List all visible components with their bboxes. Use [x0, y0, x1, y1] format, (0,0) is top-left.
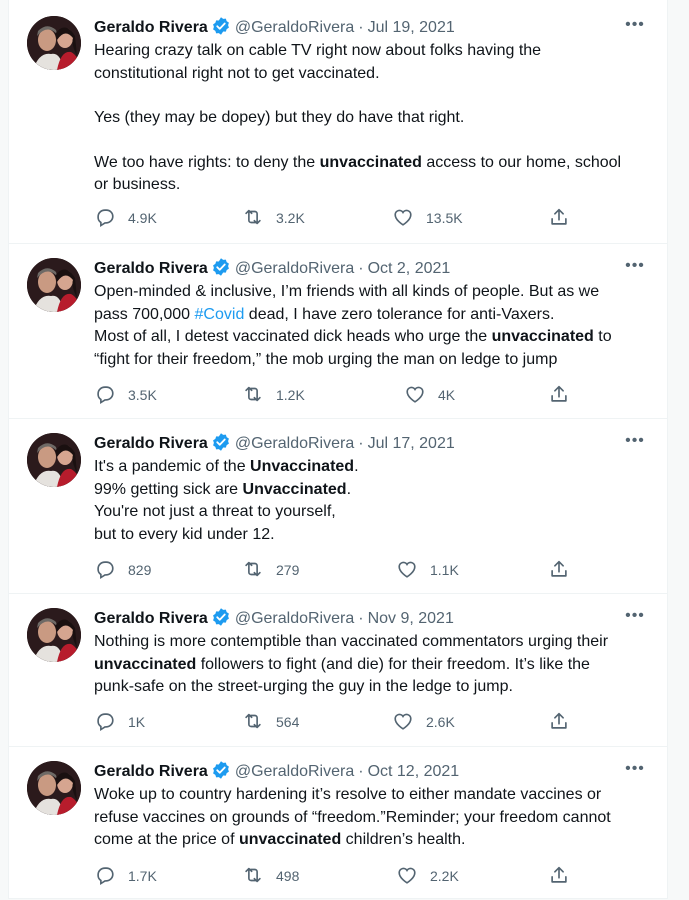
author-name[interactable]: Geraldo Rivera — [94, 763, 208, 780]
share-button[interactable] — [548, 710, 582, 732]
dot-separator: · — [358, 435, 364, 452]
reply-icon — [94, 864, 116, 886]
dot-separator: · — [358, 260, 364, 277]
avatar[interactable] — [27, 608, 81, 662]
share-icon — [548, 864, 570, 886]
like-icon — [392, 710, 414, 732]
retweet-count: 564 — [276, 714, 300, 730]
retweet-icon — [242, 206, 264, 228]
share-button[interactable] — [548, 864, 582, 886]
author-name[interactable]: Geraldo Rivera — [94, 260, 208, 277]
tweet-text — [94, 281, 654, 371]
tweet-header — [94, 607, 647, 629]
like-icon — [392, 206, 414, 228]
dot-separator: · — [358, 610, 364, 627]
reply-button[interactable] — [94, 864, 157, 886]
tweet-line: Nothing is more contemptible than vaccinated commentators urging their — [94, 633, 609, 650]
avatar[interactable] — [27, 761, 81, 815]
like-icon — [404, 383, 426, 405]
retweet-button[interactable] — [242, 383, 305, 405]
retweet-count: 498 — [276, 868, 300, 884]
more-icon[interactable]: ••• — [625, 16, 645, 33]
author-name[interactable]: Geraldo Rivera — [94, 610, 208, 627]
like-button[interactable] — [404, 383, 455, 405]
avatar[interactable] — [27, 258, 81, 312]
more-icon[interactable]: ••• — [625, 607, 645, 624]
like-icon — [396, 558, 418, 580]
reply-button[interactable] — [94, 558, 151, 580]
retweet-button[interactable] — [242, 864, 299, 886]
tweet-line: refuse vaccines on grounds of “freedom.”Reminder; your freedom cannot — [94, 808, 611, 826]
tweet-date[interactable]: Oct 2, 2021 — [367, 260, 451, 277]
reply-count: 1.7K — [128, 868, 157, 884]
like-icon — [396, 864, 418, 886]
tweet-line: Most of all, I detest vaccinated dick heads who urge the unvaccinated to — [94, 328, 612, 345]
retweet-icon — [242, 558, 264, 580]
timeline — [8, 0, 668, 899]
retweet-icon — [242, 864, 264, 886]
tweet-text — [94, 456, 654, 546]
reply-icon — [94, 383, 116, 405]
reply-icon — [94, 710, 116, 732]
bold-keyword: unvaccinated — [491, 328, 594, 345]
author-handle[interactable]: @GeraldoRivera — [234, 260, 355, 277]
bold-keyword: unvaccinated — [94, 655, 197, 673]
avatar[interactable] — [27, 433, 81, 487]
more-icon[interactable]: ••• — [625, 760, 645, 777]
reply-button[interactable] — [94, 383, 157, 405]
share-button[interactable] — [548, 383, 582, 405]
tweet-line: pass 700,000 #Covid dead, I have zero tolerance for anti-Vaxers. — [94, 305, 555, 323]
author-handle[interactable]: @GeraldoRivera — [234, 763, 355, 780]
tweet-actions — [94, 710, 574, 732]
tweet[interactable] — [9, 747, 667, 898]
tweet-line: or business. — [94, 176, 181, 193]
tweet-header — [94, 432, 647, 454]
tweet-actions — [94, 864, 574, 886]
retweet-button[interactable] — [242, 558, 299, 580]
retweet-count: 279 — [276, 562, 300, 578]
more-icon[interactable]: ••• — [625, 257, 645, 274]
tweet-date[interactable]: Jul 19, 2021 — [367, 19, 455, 36]
tweet-text — [94, 784, 654, 852]
tweet-line: Hearing crazy talk on cable TV right now about folks having the — [94, 42, 542, 59]
bold-keyword: unvaccinated — [319, 153, 422, 171]
reply-icon — [94, 558, 116, 580]
retweet-count: 1.2K — [276, 387, 305, 403]
reply-count: 829 — [128, 562, 152, 578]
bold-keyword: Unvaccinated — [242, 480, 347, 498]
like-button[interactable] — [396, 558, 459, 580]
tweet[interactable] — [9, 244, 667, 419]
retweet-button[interactable] — [242, 206, 305, 228]
retweet-icon — [242, 383, 264, 405]
author-handle[interactable]: @GeraldoRivera — [234, 610, 355, 627]
retweet-icon — [242, 710, 264, 732]
share-icon — [548, 558, 570, 580]
retweet-button[interactable] — [242, 710, 299, 732]
avatar[interactable] — [27, 16, 81, 70]
tweet-line: Woke up to country hardening it’s resolve to either mandate vaccines or — [94, 786, 602, 803]
bold-keyword: Unvaccinated — [250, 458, 355, 475]
tweet-line: We too have rights: to deny the unvaccinated access to our home, school — [94, 153, 622, 171]
reply-count: 4.9K — [128, 210, 157, 226]
tweet-line: unvaccinated followers to fight (and die) for their freedom. It’s like the — [94, 655, 590, 673]
share-icon — [548, 383, 570, 405]
verified-badge-icon — [211, 607, 231, 634]
like-button[interactable] — [396, 864, 459, 886]
hashtag-link[interactable]: #Covid — [194, 305, 245, 323]
bold-keyword: unvaccinated — [238, 831, 342, 848]
tweet-date[interactable]: Oct 12, 2021 — [367, 763, 460, 780]
tweet-line: Open-minded & inclusive, I’m friends with all kinds of people. But as we — [94, 283, 600, 300]
dot-separator: · — [358, 763, 364, 780]
author-handle[interactable]: @GeraldoRivera — [234, 435, 355, 452]
tweet-actions — [94, 383, 574, 405]
tweet-line: You're not just a threat to yourself, — [94, 503, 336, 520]
tweet-line: Yes (they may be dopey) but they do have that right. — [94, 109, 465, 126]
verified-badge-icon — [211, 760, 231, 787]
dot-separator: · — [358, 19, 364, 36]
like-count: 13.5K — [426, 210, 463, 226]
tweet-header — [94, 257, 647, 279]
like-count: 2.6K — [426, 714, 455, 730]
author-name[interactable]: Geraldo Rivera — [94, 19, 208, 36]
tweet-header — [94, 760, 647, 782]
verified-badge-icon — [211, 257, 231, 284]
tweet-line: It's a pandemic of the Unvaccinated. — [94, 458, 359, 475]
tweet[interactable] — [9, 419, 667, 594]
author-name[interactable]: Geraldo Rivera — [94, 435, 208, 452]
reply-icon — [94, 206, 116, 228]
tweet-header — [94, 16, 647, 38]
tweet-text — [94, 631, 654, 699]
like-count: 2.2K — [430, 868, 459, 884]
tweet-line: but to every kid under 12. — [94, 525, 275, 543]
share-icon — [548, 710, 570, 732]
tweet-line: constitutional right not to get vaccinated. — [94, 64, 380, 82]
tweet-line: come at the price of unvaccinated children’s health. — [94, 831, 466, 848]
like-count: 1.1K — [430, 562, 459, 578]
reply-count: 3.5K — [128, 387, 157, 403]
reply-button[interactable] — [94, 206, 157, 228]
like-button[interactable] — [392, 206, 463, 228]
share-button[interactable] — [548, 206, 582, 228]
author-handle[interactable]: @GeraldoRivera — [234, 19, 355, 36]
share-icon — [548, 206, 570, 228]
verified-badge-icon — [211, 16, 231, 43]
tweet-actions — [94, 558, 574, 580]
tweet[interactable] — [9, 594, 667, 747]
reply-button[interactable] — [94, 710, 145, 732]
more-icon[interactable]: ••• — [625, 432, 645, 449]
tweet-date[interactable]: Nov 9, 2021 — [367, 610, 454, 627]
reply-count: 1K — [128, 714, 146, 730]
tweet-line: 99% getting sick are Unvaccinated. — [94, 480, 352, 498]
share-button[interactable] — [548, 558, 582, 580]
retweet-count: 3.2K — [276, 210, 305, 226]
tweet-text — [94, 40, 654, 197]
tweet-date[interactable]: Jul 17, 2021 — [367, 435, 455, 452]
like-count: 4K — [438, 387, 456, 403]
tweet-actions — [94, 206, 574, 228]
like-button[interactable] — [392, 710, 455, 732]
tweet[interactable] — [9, 0, 667, 244]
verified-badge-icon — [211, 432, 231, 459]
tweet-line: “fight for their freedom,” the mob urging the man on ledge to jump — [94, 350, 558, 368]
tweet-line: punk-safe on the street-urging the guy in the ledge to jump. — [94, 678, 513, 695]
